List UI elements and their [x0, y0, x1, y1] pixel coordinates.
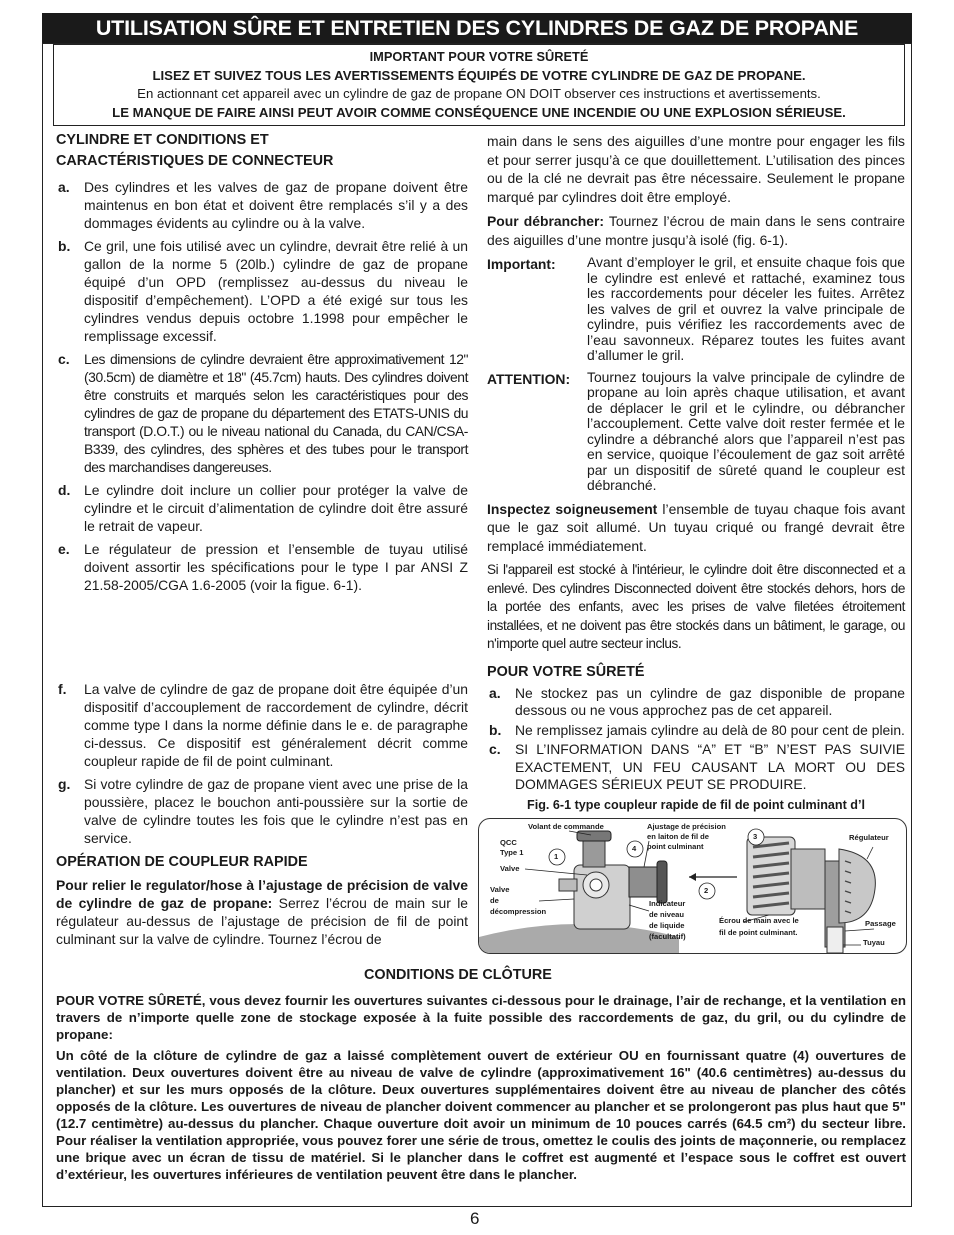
enclosure-paragraph-2: Un côté de la clôture de cylindre de gaz a laissé complètement ouvert de extérieur OU en fournissant quatre (4) ouvertures de ventilation. Deux ouvertures doivent être au niveau de valve de cylindre (approximativement 16" (40.6 centimètres) au-dessus du plancher) et sur les murs opposés de la clôture. Deux ouvertures supplémentaires doivent être au niveau de plancher des côtés opposés de la clôture. Les ouvertures de niveau de plancher doivent commencer au plancher et se prolongeront pas plus haut que 5"(12.7 centimètre) au-dessus du plancher. Chaque ouverture doit avoir un minimum de 10 pouces carrés (64.5 cm²) du secteur libre. Pour réaliser la ventilation appropriée, vous pouvez forer une série de trous, omettez le coulis des joints de maçonnerie, ou remplacez une brique avec un écran de tissu de matériel. Si le plancher dans le coffret est augmenté et l’espace sous le coffret est ouvert d’extérieur, les ouvertures inférieures de ventilation peuvent être dans le plancher.: [56, 1048, 906, 1182]
list-item: g. Si votre cylindre de gaz de propane vient avec une prise de la poussière, placez le bouchon anti-poussière sur la sortie de valve de cylindre toutes les fois que le cylindre n’est pas en service.: [58, 776, 468, 846]
important-line-1: IMPORTANT POUR VOTRE SÛRETÉ: [369, 49, 589, 64]
callout-1: 1: [554, 852, 559, 861]
list-item: b. Ce gril, une fois utilisé avec un cylindre, devrait être relié à un gallon de la norme 5 (20lb.) cylindre de gaz de propane équipé d’un OPD (remplissez au-dessus du niveau le dispositif d’empêchement). L’OPD a été exigé sur tous les cylindres vendus depuis octobre 1.1998 pour empêcher le remplissage excessif.: [58, 238, 468, 344]
list-item: a. Des cylindres et les valves de gaz de propane doivent être maintenus en bon état et doivent être remplacés s’il y a des dommages évidents au cylindre ou à la valve.: [58, 179, 468, 231]
figure-caption: Fig. 6-1 type coupleur rapide de fil de point culminant d’l: [527, 797, 865, 812]
callout-3: 3: [753, 832, 758, 841]
important-label: Important:: [487, 256, 556, 272]
label-ajustage-1: Ajustage de précision: [647, 822, 726, 831]
storage-paragraph: Si l'appareil est stocké à l'intérieur, le cylindre doit être disconnected et a enlevé. Des cylindres Disconnected doivent être stockés dehors, hors de la portée des enfants, avec les prises de valve filetées étroitement installées, et ne doivent pas être stockés dans un bâtiment, le garage, ou n'importe quel autre secteur inclus.: [487, 562, 905, 651]
label-indicateur-3: de liquide: [649, 921, 685, 930]
important-line-3: En actionnant cet appareil avec un cylindre de gaz de propane ON DOIT observer ces instructions et avertissements.: [137, 86, 821, 101]
section-heading-safety: POUR VOTRE SÛRETÉ: [487, 663, 645, 680]
label-valve: Valve: [500, 864, 520, 873]
list-item: e. Le régulateur de pression et l’ensemble de tuyau utilisé doivent assortir les spécifications pour le type I par ANSI Z 21.58-2005/CGA 1.6-2005 (voir la figue. 6-1).: [58, 541, 468, 593]
label-ajustage-3: point culminant: [647, 842, 704, 851]
label-decompression-2: de: [490, 896, 499, 905]
label-decompression-3: décompression: [490, 907, 547, 916]
section-heading-connector: CARACTÉRISTIQUES DE CONNECTEUR: [56, 153, 334, 169]
enclosure-paragraph-1: POUR VOTRE SÛRETÉ, vous devez fournir les ouvertures suivantes ci-dessous pour le drainage, l’air de rechange, et la ventilation en travers de n’importe quelle zone de stockage exposée à la fuite possible des raccordements de gaz, du gril, ou du cylindre de propane:: [56, 993, 906, 1042]
coupler-instructions: Pour relier le regulator/hose à l’ajustage de précision de valve de cylindre de gaz de propane: Serrez l’écrou de main sur le régulateur au-dessus de l’ajustage de précision de fil de point culminant sur la valve de cylindre. Tournez l’écrou de: [56, 877, 468, 947]
list-item: b. Ne remplissez jamais cylindre au delà de 80 pour cent de plein.: [489, 721, 905, 738]
section-heading-quick-coupler: OPÉRATION DE COUPLEUR RAPIDE: [56, 854, 308, 870]
label-ecrou-2: fil de point culminant.: [719, 928, 798, 937]
label-indicateur-2: de niveau: [649, 910, 685, 919]
label-indicateur-4: (facultatif): [649, 932, 686, 941]
attention-label: ATTENTION:: [487, 370, 571, 387]
list-item: d. Le cylindre doit inclure un collier pour protéger la valve de cylindre et le circuit d’alimentation de cylindre doit être assuré le retrait de vapeur.: [58, 482, 468, 534]
label-qcc: QCC: [500, 838, 517, 847]
coupler-diagram: [478, 818, 907, 954]
label-passage: Passage: [865, 919, 896, 928]
left-column: [56, 130, 468, 948]
inspect-paragraph: Inspectez soigneusement l’ensemble de tuyau chaque fois avant que le gaz soit allumé. Un tuyau criqué ou frangé devrait être remplacé immédiatement.: [487, 500, 905, 554]
section-heading-enclosure: CONDITIONS DE CLÔTURE: [364, 967, 552, 983]
label-volant: Volant de commande: [528, 822, 604, 831]
callout-2: 2: [704, 886, 709, 895]
important-note: [487, 255, 905, 364]
right-column: [487, 132, 905, 814]
list-item: c. Les dimensions de cylindre devraient être approximativement 12"(30.5cm) de diamètre et 18" (45.7cm) hauts. Des cylindres doivent être construits et marqués selon les caractéristiques pour des cylindres de gaz de propane du département des ETATS-UNIS du transport (D.O.T.) ou le niveau national du Canada, du CAN/CSA-B339, des cylindres, des sphères et des tubes pour le transport des marchandises dangereuses.: [58, 351, 468, 475]
label-ajustage-2: en laiton de fil de: [647, 832, 710, 841]
important-line-2: LISEZ ET SUIVEZ TOUS LES AVERTISSEMENTS ÉQUIPÉS DE VOTRE CYLINDRE DE GAZ DE PROPANE.: [152, 67, 806, 83]
label-tuyau: Tuyau: [863, 938, 885, 947]
label-ecrou-1: Écrou de main avec le: [719, 916, 799, 925]
list-item: a. Ne stockez pas un cylindre de gaz disponible de propane dessous ou ne vous approchez pas de cet appareil.: [489, 684, 905, 718]
label-indicateur-1: Indicateur: [649, 899, 686, 908]
disconnect-instructions: Pour débrancher: Tournez l’écrou de main dans le sens contraire des aiguilles d’une montre jusqu’à isolé (fig. 6-1).: [487, 213, 905, 248]
list-item: f. La valve de cylindre de gaz de propane doit être équipée d’un dispositif d’accouplement de raccordement de cylindre, décrit comme type I dans la norme définie dans le e. de paragraphe ci-dessus. Ce dispositif est généralement décrit comme coupleur rapide de fil de point culminant.: [58, 681, 468, 769]
attention-text: Tournez toujours la valve principale de cylindre de propane au loin après chaque utilisation, et avant de déplacer le gril et le cylindre, ou débrancher l’accouplement. Cette valve doit rester fermée et le cylindre a débranché alors que l’appareil n’est pas en service, quoique l’écoulement de gaz soit arrêté par un dispositif de sûreté quand le coupleur est débranché.: [587, 368, 905, 493]
section-heading-cylinder: CYLINDRE ET CONDITIONS ET: [56, 132, 269, 148]
enclosure-section: [56, 967, 906, 1187]
page-number: 6: [470, 1209, 480, 1228]
page-title: UTILISATION SÛRE ET ENTRETIEN DES CYLINDRES DE GAZ DE PROPANE: [42, 13, 912, 43]
important-safety-box: [53, 44, 905, 126]
label-decompression-1: Valve: [490, 885, 510, 894]
attention-note: [487, 370, 905, 494]
coupler-continued: main dans le sens des aiguilles d’une montre pour engager les fils et pour serrer jusqu’à ce que douillettement. L’utilisation des pinces ou de la clé ne devrait pas être nécessaire. Seulement le propane marqué par cylindres doit être employé.: [487, 133, 905, 205]
label-regulateur: Régulateur: [849, 833, 889, 842]
important-text: Avant d’employer le gril, et ensuite chaque fois que le cylindre est enlevé et rattaché, examinez tous les raccordements pour déceler les fuites. Arrêtez les valves de gril et ouvrez la valve principale de cylindre, puis vérifiez les raccordements avec de l’eau savonneux. Réparez toutes les fuites avant d’allumer le gril.: [587, 254, 905, 363]
label-type-1: Type 1: [500, 848, 524, 857]
list-item: c. SI L’INFORMATION DANS “A” ET “B” N’EST PAS SUIVIE EXACTEMENT, UN FEU CAUSANT LA MORT OU DES DOMMAGES SÉRIEUX PEUT SE PRODUIRE.: [489, 741, 905, 792]
important-line-4: LE MANQUE DE FAIRE AINSI PEUT AVOIR COMME CONSÉQUENCE UNE INCENDIE OU UNE EXPLOSION SÉRIEUSE.: [112, 104, 846, 120]
callout-4: 4: [632, 844, 637, 853]
